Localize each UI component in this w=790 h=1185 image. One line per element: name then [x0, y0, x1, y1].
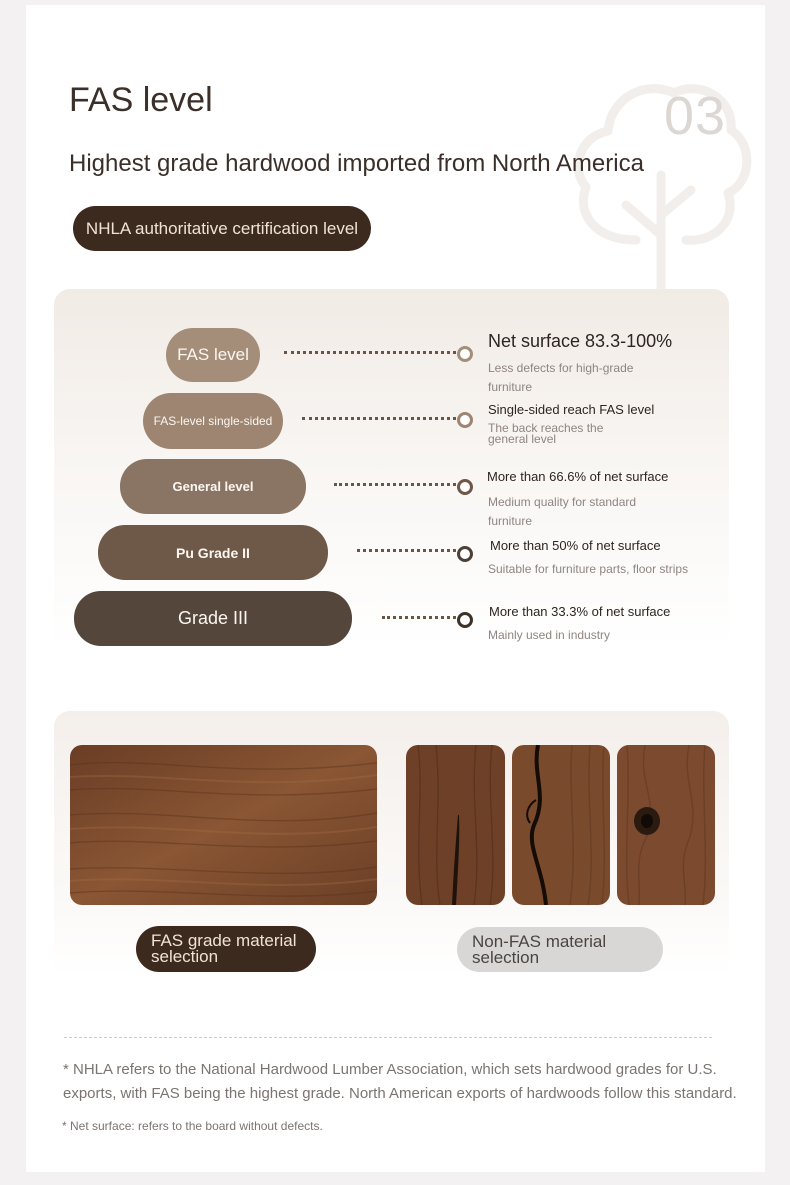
grade-headline: Net surface 83.3-100%: [488, 331, 673, 351]
fas-material-label: FAS grade material selection: [136, 926, 316, 972]
grade-pill-grade-iii: Grade III: [74, 591, 352, 646]
ring-marker-icon: [457, 612, 473, 628]
ring-marker-icon: [457, 546, 473, 562]
grade-headline: More than 33.3% of net surface: [489, 604, 671, 619]
grade-pill-fas-single-sided: FAS-level single-sided: [143, 393, 283, 449]
grade-connector: [284, 351, 456, 354]
grade-description: The back reaches the general level: [488, 421, 604, 446]
grade-description: Suitable for furniture parts, floor strips: [488, 562, 689, 576]
non-fas-wood-sample-knot-image: [617, 745, 715, 905]
grade-connector: [302, 417, 456, 420]
page-subtitle: Highest grade hardwood imported from North America: [69, 150, 644, 177]
fas-wood-sample-image: [70, 745, 377, 905]
ring-marker-icon: [457, 479, 473, 495]
ring-marker-icon: [457, 346, 473, 362]
page-title: FAS level: [69, 81, 213, 119]
grade-description: Less defects for high-grade furniture: [488, 361, 634, 394]
grade-headline: Single-sided reach FAS level: [488, 402, 655, 417]
grade-pill-fas: FAS level: [166, 328, 260, 382]
grade-description: Medium quality for standard furniture: [488, 495, 637, 528]
product-detail-page: [26, 5, 765, 1172]
certification-badge: NHLA authoritative certification level: [73, 206, 371, 251]
grade-connector: [357, 549, 456, 552]
footnote-divider: [64, 1037, 712, 1038]
non-fas-material-label: Non-FAS material selection: [457, 927, 663, 972]
page-number: 03: [664, 86, 727, 146]
grade-description: Mainly used in industry: [488, 628, 611, 642]
grade-pill-pu-grade-ii: Pu Grade II: [98, 525, 328, 580]
net-surface-footnote: * Net surface: refers to the board without defects.: [62, 1119, 323, 1133]
ring-marker-icon: [457, 412, 473, 428]
tree-icon: [566, 75, 756, 305]
nhla-footnote: * NHLA refers to the National Hardwood Lumber Association, which sets hardwood grades for U.S. exports, with FAS being the highest grade. North American exports of hardwoods follow this standard.: [63, 1061, 737, 1102]
grade-connector: [334, 483, 456, 486]
grade-headline: More than 50% of net surface: [490, 538, 661, 553]
grade-connector: [382, 616, 456, 619]
non-fas-wood-sample-crack-image: [406, 745, 505, 905]
grade-headline: More than 66.6% of net surface: [487, 469, 669, 484]
non-fas-wood-sample-split-image: [512, 745, 610, 905]
grade-pill-general: General level: [120, 459, 306, 514]
